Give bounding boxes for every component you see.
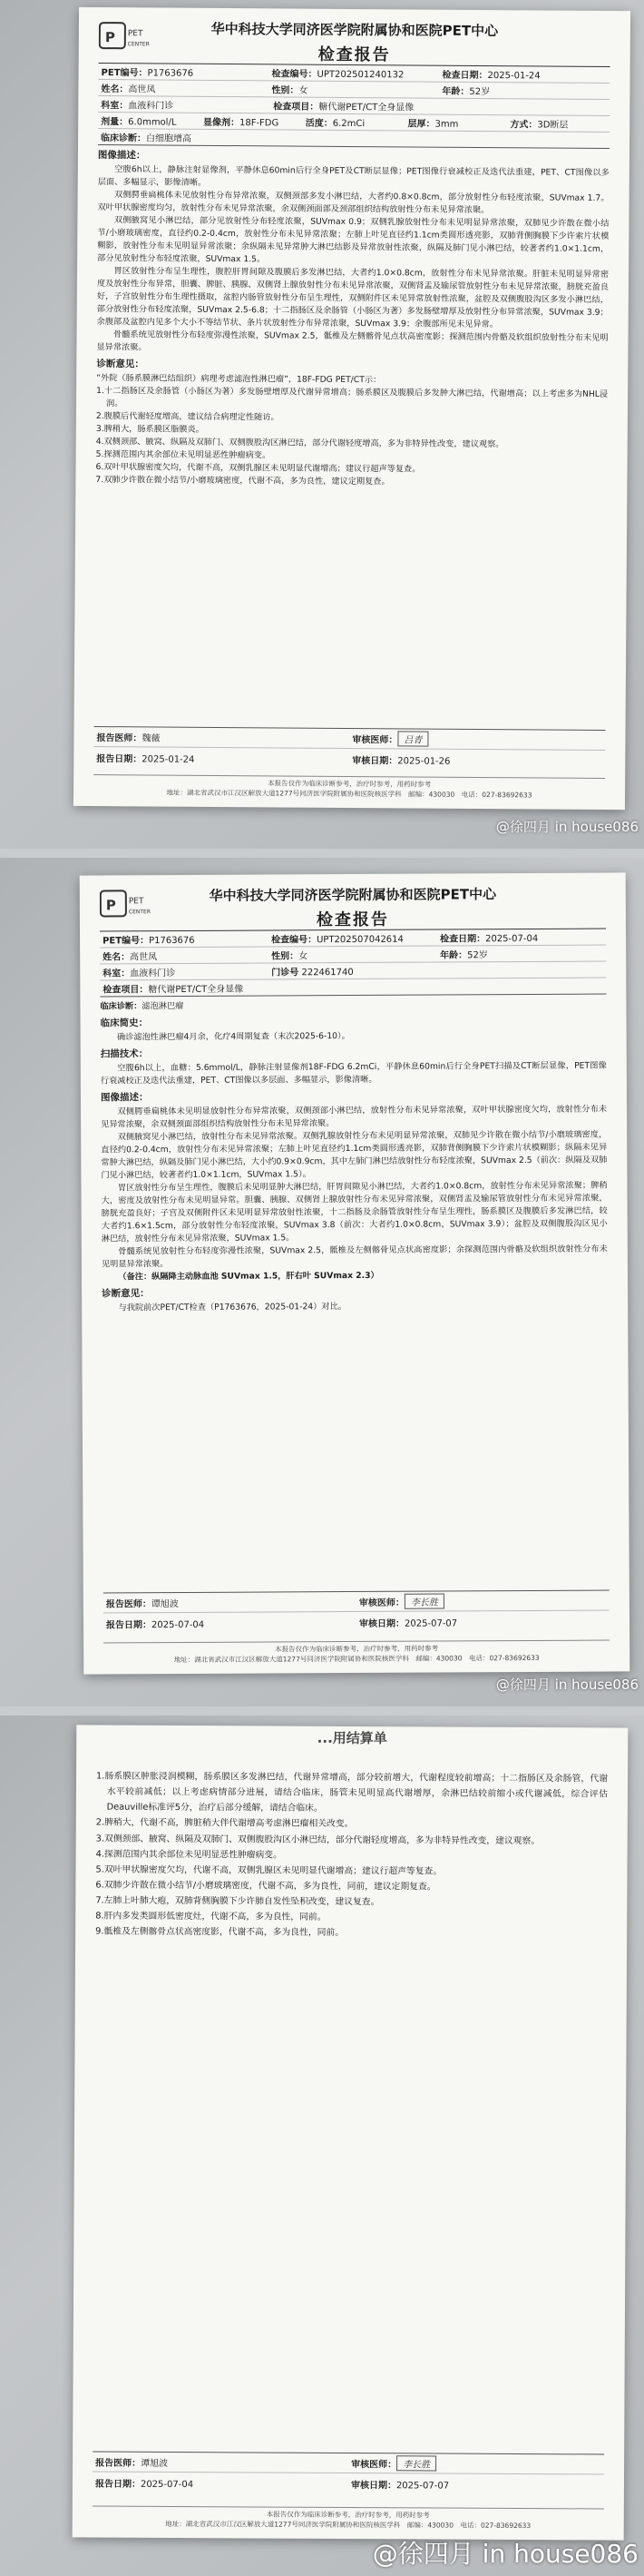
finding-paragraph: 骨髓系统见放射性分布轻度弥漫性浓聚，SUVmax 2.5，骶椎及左侧髂骨见点状高密度影；余探测范围内骨骼及软组织放射性分布未见明显异常浓聚。 [101,1244,608,1270]
finding-paragraph: 双侧腋窝见小淋巴结，放射性分布未见异常浓聚。双侧乳腺放射性分布未见明显异常浓聚，双肺见少许散在微小结节/小磨玻璃密度，直径约0.2-0.4cm，放射性分布未见异常浓聚；左肺上叶见直径约1.1cm类圆形透亮影，双肺背侧胸膜下少许索片状模糊影；纵隔未见异常肿大淋巴结，纵隔及肺门见小淋巴结，大小约0.9×0.9cm，其中左肺门淋巴结放射性分布轻度浓聚，SUVmax 2.5（前次：纵隔及双肺门见小淋巴结，较著者约1.0×1.1cm，SUVmax 1.5）。 [101,1129,608,1181]
review-doctor-signature: 李长胜 [396,2455,436,2471]
brief-history: 确诊滤泡性淋巴瘤4月余，化疗4周期复查（末次2025-6-10）。 [116,1030,350,1043]
address: 地址：湖北省武汉市江汉区解放大道1277号同济医学院附属协和医院核医学科 [173,1654,409,1665]
pet-no-label: PET编号： [102,936,150,947]
diagnosis-item: 6.双叶甲状腺密度欠均，代谢不高，双侧乳腺区未见明显代谢增高；建议行超声等复查。 [95,461,421,475]
signature-table [103,1590,610,1634]
svg-text:PET: PET [128,897,144,907]
disclaimer: 本报告仅作为临床诊断参考，治疗时参考，用药时参考 [93,2506,604,2522]
photo-page-2 [0,858,644,1706]
finding-paragraph: 双侧腭垂扁桃体未见明显放射性分布异常浓聚，双侧颈部小淋巴结，放射性分布未见异常浓聚，双叶甲状腺密度欠均，放射性分布未见异常浓聚，余双侧颈面部组织结构放射性分布未见异常浓聚。 [101,1104,608,1130]
report-title: 检查报告 [317,44,391,65]
patient-info-table [100,929,606,998]
dept-label: 科室： [101,101,129,112]
finding-paragraph: 胃区放射性分布呈生理性，腹腔肝胃间隙及腹膜后多发淋巴结，大者约1.0×0.8cm，放射性分布未见异常浓聚。肝脏未见明显异常密度及放射性分布异常，胆囊、脾脏、胰腺、双侧肾上腺放射性分布未见异常浓聚，双侧肾盂及输尿管放射性分布未见异常浓聚，膀胱充盈良好，子宫放射性分布生理性摄取，盆腔内肠管放射性分布呈生理性，双侧附件区未见异常放射性浓聚，盆腔及双侧腹股沟区多发小淋巴结，部分放射性分布轻度浓聚，SUVmax 2.5-6.8；十二指肠区及余肠管（小肠区为著）多发肠壁增厚及放射性分布异常浓聚，SUVmax 3.9；余腹部及盆腔内见多个大小不等结节状、条片状放射性分布异常浓聚，SUVmax 3.9；余腹部所见未见异常。 [96,265,610,329]
pet-no-label: PET编号： [101,68,148,79]
patient-name: 高世凤 [130,952,158,963]
report-header [99,7,610,67]
review-date-label: 审核日期： [350,2480,396,2491]
review-date: 2025-07-07 [395,2480,450,2492]
report-doctor-label: 报告医师： [105,1599,151,1610]
postcode-label: 邮编 [406,2521,421,2530]
clinical-label: 临床诊断： [101,133,147,144]
finding-paragraph: 骨髓系统见放射性分布轻度弥漫性浓聚，SUVmax 2.5，骶椎及左侧髂骨见点状高密度影；探测范围内骨骼及软组织放射性分布未见明显异常浓聚。 [96,329,609,353]
report-doctor-label: 报告医师： [95,2458,141,2469]
report-doctor: 谭旭波 [151,1599,179,1610]
report-sheet-3 [73,1725,629,2540]
svg-text:CENTER: CENTER [127,41,150,48]
diagnosis-continued [95,1769,608,1942]
diagnosis-item: 6.双肺少许散在微小结节/小磨玻璃密度，代谢不高，多为良性，同前，建议定期复查。 [95,1880,436,1893]
diagnosis-item: 1.肠系膜区肿胀浸润模糊，肠系膜区多发淋巴结，代谢异常增高，部分较前增大，代谢程度较前增高；十二指肠区及余肠管，代谢水平较前减低；以上考虑病情部分进展，请结合临床，肠管未见明显高代谢增厚，余淋巴结较前缩小或代谢减低，综合评估Deauville标准评5分，治疗后部分缓解，请结合临床。 [96,1771,609,1814]
review-doctor-label: 审核医师： [358,1598,405,1608]
svg-text:PET: PET [127,29,143,39]
exam-no-value: UPT202501240132 [317,69,405,81]
diagnosis-item: 5.探测范围内其余部位未见明显恶性肿瘤病变。 [95,448,271,460]
report-header [100,873,606,932]
signature-table [93,2452,604,2495]
finding-paragraph: 空腹6h以上，静脉注射显像剂，平静休息60min后行全身PET及CT断层显像；PET图像行衰减校正及迭代法重建，PET、CT图像以多层面、多幅显示，影像清晰。 [97,164,610,188]
findings-title: 图像描述： [100,1092,149,1104]
patient-sex: 女 [298,85,308,96]
diagnosis-item: 3.双侧颈部、腋窝、纵隔及双肺门、双侧腹股沟区小淋巴结，部分代谢轻度增高，多为非特异性改变，建议观察。 [95,1834,541,1846]
svg-text:P: P [105,897,116,914]
phone: 027-83692633 [480,2521,532,2531]
review-date-label: 审核日期： [352,755,398,766]
outpatient-label: 门诊号 [271,968,299,978]
diagnosis-item: 4.双侧颈部、腋窝、纵隔及双肺门、双侧腹股沟区淋巴结，部分代谢轻度增高，多为非特异性改变，建议观察。 [95,436,504,449]
report-doctor: 魏薇 [141,733,161,744]
review-doctor-label: 审核医师： [352,735,398,746]
watermark: @徐四月 in house086 [372,2539,639,2569]
diagnosis-item: 5.双叶甲状腺密度欠均，代谢不高，双侧乳腺区未见明显代谢增高；建议行超声等复查。 [95,1864,443,1877]
diagnosis-item: 9.骶椎及左侧髂骨点状高密度影，代谢不高，多为良性，同前。 [95,1926,345,1939]
method-label: 方式： [510,120,538,131]
patient-name: 高世凤 [128,84,156,95]
clinical-value: 滤泡淋巴瘤 [141,1000,184,1012]
report-footer: 本报告仅作为临床诊断参考，治疗时参考，用药时参考 地址：湖北省武汉市江汉区解放大道1277号同济医学院附属协和医院核医学科 邮编：430030 电话：027-83692633 [93,2506,604,2532]
report-date-label: 报告日期： [96,753,142,764]
patient-sex: 女 [298,951,308,962]
overlapping-sheet-header: ...用结算单 [317,1729,387,1747]
pet-no-value: P1763676 [147,68,194,79]
phone-label: 电话 [468,1654,483,1663]
report-footer: 本报告仅作为临床诊断参考，治疗时参考，用药时参考 地址：湖北省武汉市江汉区解放大道1277号同济医学院附属协和医院核医学科 邮编：430030 电话：027-83692633 [103,1640,610,1666]
exam-date-label: 检查日期： [442,70,488,82]
diagnosis-item: “外院（肠系膜淋巴结组织）病理考虑滤泡性淋巴瘤”，18F-FDG PET/CT示： [96,372,382,385]
outpatient-no: 222461740 [301,968,354,978]
dept-value: 血液科门诊 [130,968,176,979]
sex-label: 性别： [271,85,299,96]
report-doctor-label: 报告医师： [96,733,142,744]
scan-technique: 空腹6h以上，血糖：5.6mmol/L，静脉注射显像剂18F-FDG 6.2mCi，平静休息60min后行全身PET扫描及CT断层显像，PET图像行衰减校正及迭代法重建，PET、CT图像以多层面、多幅显示，影像清晰。 [100,1060,607,1086]
method-value: 3D断层 [537,120,569,131]
report-date: 2025-01-24 [141,753,195,765]
review-date: 2025-07-07 [404,1617,458,1629]
diagnosis-item: 7.左肺上叶肺大疱，双肺背侧胸膜下少许肺自发性坠积改变，建议复查。 [95,1895,380,1908]
patient-info-table [98,64,610,149]
activity-label: 活度： [305,118,333,129]
disclaimer: 本报告仅作为临床诊断参考，治疗时参考，用药时参考 [103,1640,610,1656]
exam-no-label: 检查编号： [271,935,317,946]
review-date: 2025-01-26 [397,755,451,767]
diagnosis-title: 诊断意见： [96,358,144,370]
diagnosis-title: 诊断意见： [102,1287,150,1300]
postcode: 430030 [435,1654,463,1663]
prev-note: （备注：纵隔降主动脉血池 SUVmax 1.5，肝右叶 SUVmax 2.3） [118,1270,379,1282]
diagnosis-item: 1.十二指肠区及余肠管（小肠区为著）多发肠壁增厚及代谢异常增高；肠系膜区及腹膜后多发肿大淋巴结，代谢增高；以上考虑多为NHL浸润。 [96,385,609,408]
diagnosis-intro: 与我院前次PET/CT检查（P1763676，2025-01-24）对比。 [118,1301,346,1313]
hospital-name: 华中科技大学同济医学院附属协和医院PET中心 [210,20,499,40]
sex-label: 性别： [271,951,299,962]
clinical-label: 临床诊断： [100,1001,142,1012]
exam-date-label: 检查日期： [440,934,486,945]
diagnosis-item: 2.脾稍大，代谢不高，脾脏稍大伴代谢增高考虑淋巴瘤相关改变。 [95,1817,354,1830]
report-footer: 本报告仅作为临床诊断参考，治疗时参考，用药时参考 地址：湖北省武汉市江汉区解放大道1277号同济医学院附属协和医院核医学科 邮编：430030 电话：027-83692633 [93,774,605,801]
report-title: 检查报告 [316,909,390,930]
phone-label: 电话 [461,790,475,799]
disclaimer: 本报告仅作为临床诊断参考，治疗时参考，用药时参考 [93,774,605,791]
postcode: 430030 [427,2521,454,2530]
address: 地址：湖北省武汉市江汉区解放大道1277号同济医学院附属协和医院核医学科 [166,788,402,799]
report-doctor: 谭旭波 [141,2458,169,2469]
layer-value: 3mm [434,119,459,130]
findings-section [100,998,608,1314]
report-date: 2025-07-04 [151,1619,205,1630]
diagnosis-item: 8.肝内多发类圆形低密度灶，代谢不高，多为良性，同前。 [95,1911,327,1923]
report-sheet-1 [73,7,630,810]
diagnosis-item: 3.脾稍大，肠系膜区脂膜炎。 [95,423,204,435]
patient-age: 52岁 [467,950,488,961]
scan-title: 扫描技术： [100,1048,149,1060]
watermark: @徐四月 in house086 [495,1676,639,1693]
activity-value: 6.2mCi [332,118,366,130]
postcode-label: 邮编 [408,790,423,799]
findings-title: 图像描述： [97,150,146,162]
item-value: 糖代谢PET/CT全身显像 [148,984,244,996]
report-date-label: 报告日期： [105,1619,152,1630]
phone-label: 电话 [460,2521,474,2530]
diagnosis-item: 2.腹膜后代谢轻度增高，建议结合病理定性随访。 [95,410,279,423]
watermark: @徐四月 in house086 [495,819,639,835]
name-label: 姓名： [102,952,131,963]
patient-age: 52岁 [469,86,491,98]
review-doctor-label: 审核医师： [351,2460,397,2471]
signature-table [93,726,605,771]
address: 地址：湖北省武汉市江汉区解放大道1277号同济医学院附属协和医院核医学科 [165,2519,401,2530]
item-value: 糖代谢PET/CT全身显像 [318,102,415,113]
hospital-name: 华中科技大学同济医学院附属协和医院PET中心 [209,886,497,904]
diagnosis-item: 7.双肺少许散在微小结节/小磨玻璃密度，代谢不高，多为良性，建议定期复查。 [95,474,390,487]
item-label: 检查项目： [102,985,149,996]
photo-page-1 [0,0,644,849]
postcode: 430030 [428,790,455,799]
exam-no-value: UPT202507042614 [317,934,404,946]
layer-label: 层厚： [407,119,435,130]
finding-paragraph: 双侧腭垂扁桃体未见放射性分布异常浓聚，双侧颈部多发小淋巴结，大者约0.8×0.8cm，部分放射性分布轻度浓聚，SUVmax 1.7。双叶甲状腺密度均匀，放射性分布未见异常浓聚，余双侧颈面部及颈部组织结构放射性分布未见异常浓聚。 [97,190,610,215]
report-date: 2025-07-04 [140,2479,194,2490]
postcode-label: 邮编 [415,1654,430,1663]
photo-page-3 [0,1716,644,2576]
svg-text:CENTER: CENTER [128,909,151,916]
review-doctor-signature: 李长胜 [405,1593,444,1608]
pet-no-value: P1763676 [149,935,195,947]
exam-no-label: 检查编号： [271,69,317,80]
name-label: 姓名： [101,84,129,95]
report-sheet-2 [80,872,630,1674]
diagnosis-item: 4.探测范围内其余部位未见明显恶性肿瘤病变。 [95,1849,282,1861]
finding-paragraph: 胃区放射性分布呈生理性，腹膜后未见明显肿大淋巴结，肝胃间隙见小淋巴结，大者约1.0×0.8cm，放射性分布未见异常浓聚；脾稍大，密度及放射性分布未见明显异常。胆囊、胰腺、双侧肾上腺放射性分布未见异常浓聚，双侧肾盂及输尿管放射性分布未见异常浓聚，膀胱充盈良好；子宫及双侧附件区未见明显异常放射性浓聚，十二指肠及余肠管放射性分布呈生理性，肠系膜区及腹膜后多发淋巴结，较大者约1.6×1.5cm，部分放射性分布轻度浓聚，SUVmax 3.8（前次：大者约1.0×0.8cm，SUVmax 3.9）；盆腔及双侧腹股沟区见小淋巴结，放射性分布未见异常浓聚，SUVmax 1.5。 [101,1180,608,1244]
findings-section [95,149,610,489]
phone: 027-83692633 [489,1653,540,1663]
clinical-value: 白细胞增高 [146,133,192,144]
dose-value: 6.0mmol/L [128,117,177,128]
review-doctor-signature: 吕青 [397,731,428,746]
agent-value: 18F-FDG [239,118,279,129]
brief-title: 临床简史： [100,1018,149,1029]
agent-label: 显像剂： [202,117,240,129]
dose-label: 剂量： [101,117,129,128]
exam-date-value: 2025-07-04 [485,933,539,945]
review-date-label: 审核日期： [358,1618,405,1629]
phone: 027-83692633 [482,791,532,800]
finding-paragraph: 双侧腋窝见小淋巴结，部分见放射性分布轻度浓聚，SUVmax 0.9；双侧乳腺放射性分布未见明显异常浓聚，双肺见少许散在微小结节/小磨玻璃密度，直径约0.2-0.4cm，放射性分布未见异常浓聚；左肺上叶见直径约1.1cm类圆形透亮影，双肺背侧胸膜下少许索片状模糊影，放射性分布未见明显异常浓聚；余纵隔未见异常肿大淋巴结影及异常放射性浓聚，纵隔及肺门见小淋巴结，较著者约1.0×1.1cm，部分见放射性分布轻度浓聚，SUVmax 1.5。 [97,215,610,265]
report-date-label: 报告日期： [94,2479,141,2490]
dept-value: 血液科门诊 [128,101,174,112]
dept-label: 科室： [102,968,131,979]
svg-text:P: P [104,29,115,46]
item-label: 检查项目： [273,102,319,113]
exam-date-value: 2025-01-24 [487,71,541,82]
age-label: 年龄： [440,950,468,961]
age-label: 年龄： [442,86,470,97]
